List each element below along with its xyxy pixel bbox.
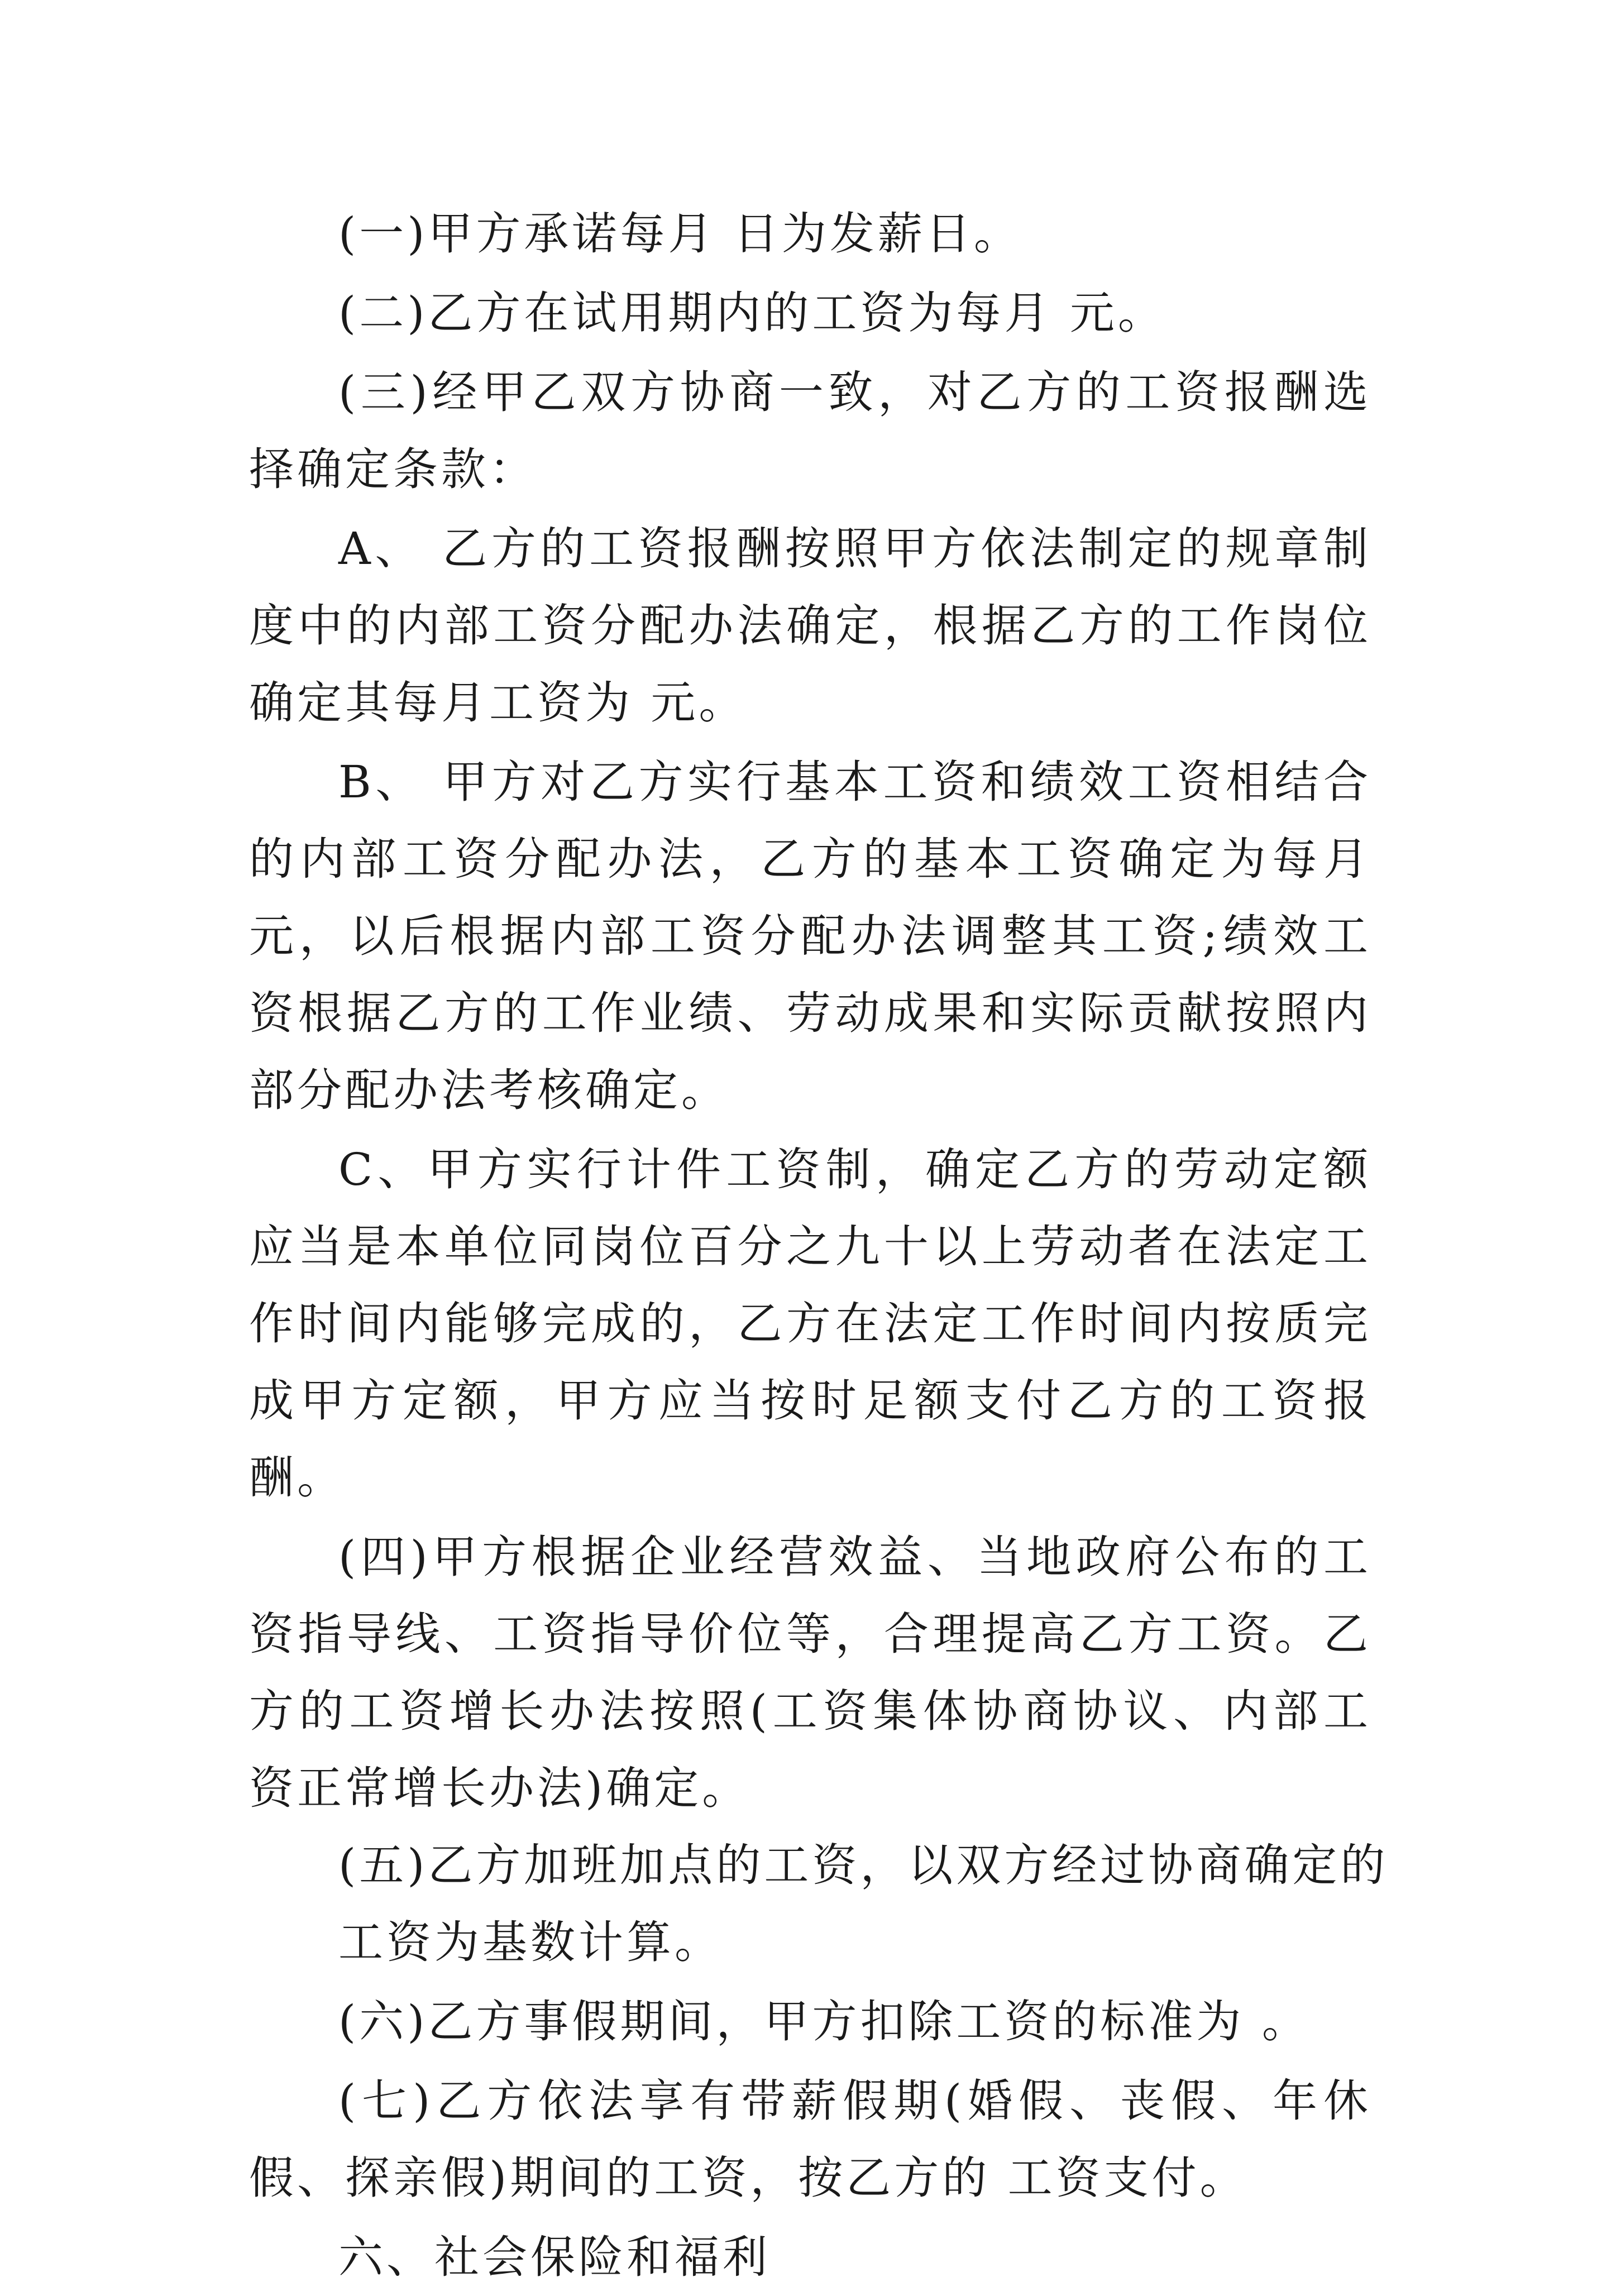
paragraph-option-a: A、 乙方的工资报酬按照甲方依法制定的规章制度中的内部工资分配办法确定，根据乙方的工作岗位确定其每月工资为 元。: [249, 523, 1371, 729]
paragraph-overtime-line1: (五)乙方加班加点的工资，以双方经过协商确定的: [338, 1839, 1389, 1891]
paragraph-probation-wage: (二)乙方在试用期内的工资为每月 元。: [338, 287, 1166, 339]
paragraph-wage-increase: (四)甲方根据企业经营效益、当地政府公布的工资指导线、工资指导价位等，合理提高乙方工资。乙方的工资增长办法按照(工资集体协商协议、内部工资正常增长办法)确定。: [249, 1531, 1371, 1814]
section-heading-social-insurance: 六、社会保险和福利: [338, 2231, 771, 2283]
paragraph-wage-option-intro: (三)经甲乙双方协商一致，对乙方的工资报酬选择确定条款：: [249, 366, 1371, 495]
paragraph-overtime-line2: 工资为基数计算。: [338, 1916, 723, 1968]
paragraph-paid-leave: (七)乙方依法享有带薪假期(婚假、丧假、年休假、探亲假)期间的工资，按乙方的 工资支付。: [249, 2075, 1371, 2204]
paragraph-option-b: B、 甲方对乙方实行基本工资和绩效工资相结合的内部工资分配办法，乙方的基本工资确定为每月元，以后根据内部工资分配办法调整其工资;绩效工资根据乙方的工作业绩、劳动成果和实际贡献按照内部分配办法考核确定。: [249, 756, 1371, 1116]
paragraph-personal-leave: (六)乙方事假期间，甲方扣除工资的标准为 。: [338, 1996, 1310, 2048]
paragraph-option-c: C、甲方实行计件工资制，确定乙方的劳动定额应当是本单位同岗位百分之九十以上劳动者在法定工作时间内能够完成的，乙方在法定工作时间内按质完成甲方定额，甲方应当按时足额支付乙方的工资报酬。: [249, 1144, 1371, 1504]
document-body: [249, 195, 1389, 2296]
paragraph-payday: (一)甲方承诺每月 日为发薪日。: [338, 208, 1022, 260]
